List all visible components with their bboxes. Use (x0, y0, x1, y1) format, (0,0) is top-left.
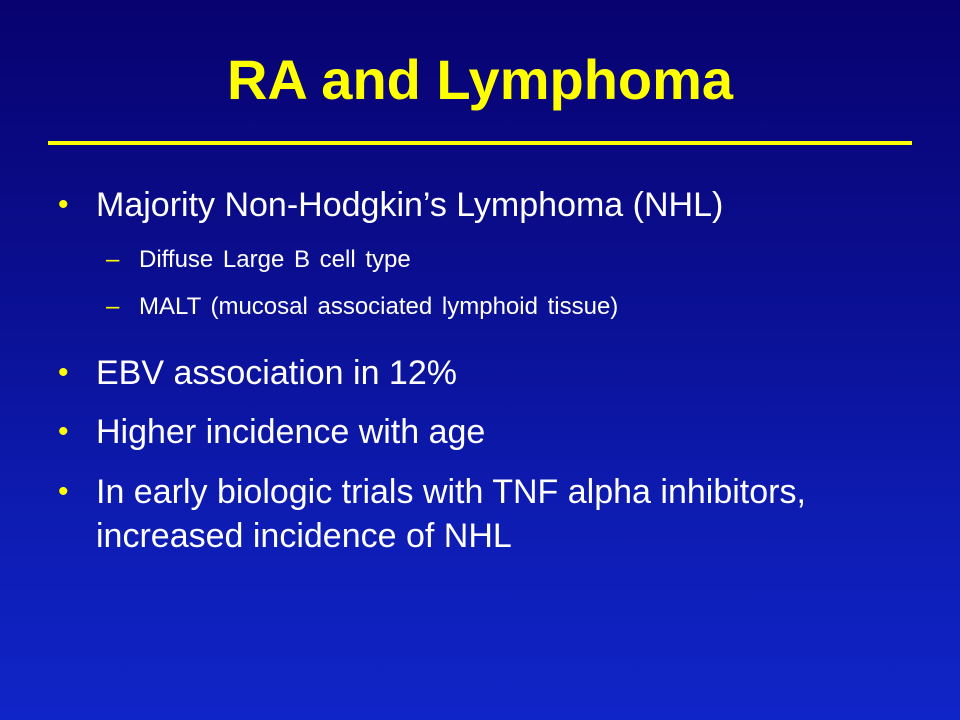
bullet-item (58, 351, 916, 395)
bullet-item (58, 183, 916, 227)
bullet-marker: • (58, 415, 69, 448)
sub-bullet-text: Diffuse Large B cell type (139, 246, 411, 273)
sub-bullet-item (106, 291, 899, 323)
bullet-text: In early biologic trials with TNF alpha inhibitors, increased incidence of NHL (96, 473, 806, 555)
sub-bullet-item (106, 244, 899, 276)
sub-bullet-marker: – (106, 293, 120, 320)
bullet-item (58, 470, 916, 558)
bullet-text: EBV association in 12% (96, 354, 457, 392)
bullet-text: Majority Non-Hodgkin’s Lymphoma (NHL) (96, 186, 724, 224)
bullet-marker: • (58, 188, 69, 221)
sub-bullet-text: MALT (mucosal associated lymphoid tissue) (139, 293, 619, 320)
bullet-item (58, 410, 916, 454)
bullet-marker: • (58, 356, 69, 389)
sub-bullet-marker: – (106, 246, 120, 273)
bullet-text: Higher incidence with age (96, 413, 486, 451)
bullet-marker: • (58, 475, 69, 508)
slide-title: RA and Lymphoma (226, 48, 734, 111)
